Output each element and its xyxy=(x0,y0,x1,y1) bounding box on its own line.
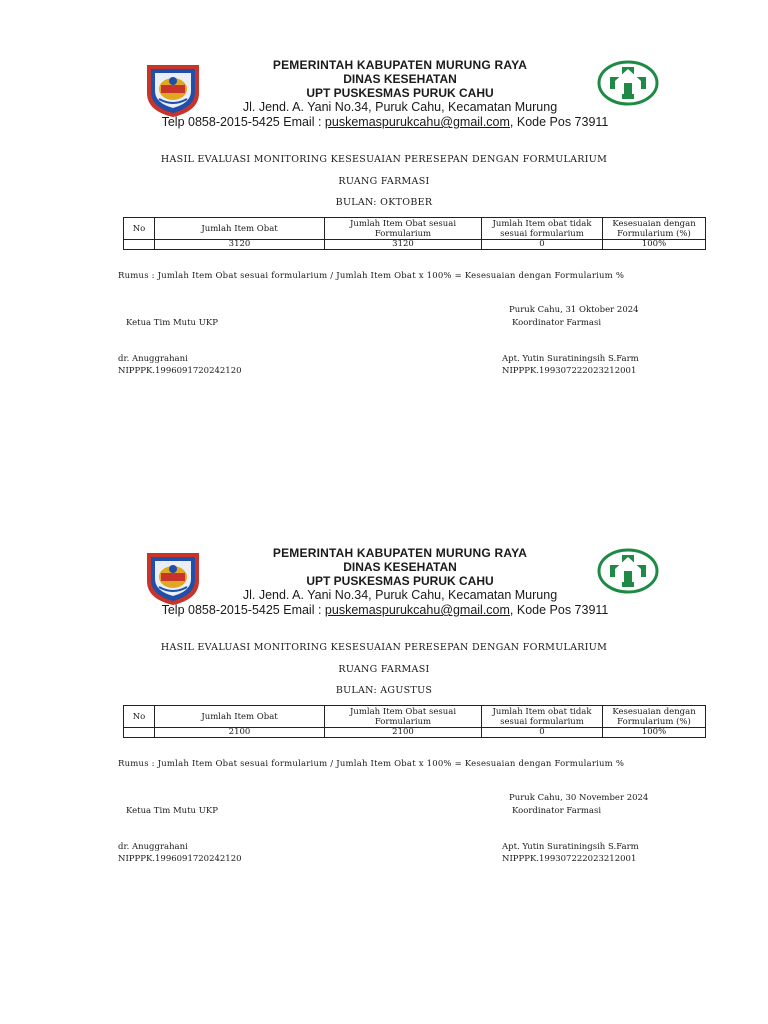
letterhead-institution: UPT PUSKESMAS PURUK CAHU xyxy=(306,86,494,100)
col-compliance-percent: Kesesuaian dengan Formularium (%) xyxy=(603,218,706,240)
right-signer-role: Koordinator Farmasi xyxy=(512,318,602,328)
formula-note: Rumus : Jumlah Item Obat sesuai formularium / Jumlah Item Obat x 100% = Kesesuaian dengan Formularium % xyxy=(118,271,625,281)
report-agustus xyxy=(0,488,768,976)
table-header-row xyxy=(124,706,706,728)
right-signer-nip: NIPPPK.199307222023212001 xyxy=(502,366,637,376)
letterhead-email-link[interactable]: puskemaspurukcahu@gmail.com xyxy=(324,115,510,129)
cell-no xyxy=(124,728,155,738)
letterhead-postal: , Kode Pos 73911 xyxy=(509,115,609,129)
report-month: BULAN: AGUSTUS xyxy=(335,685,433,696)
cell-noncompliant-items: 0 xyxy=(482,240,603,250)
right-signer-name: Apt. Yutin Suratiningsih S.Farm xyxy=(502,354,639,364)
right-signature-block xyxy=(502,841,639,865)
letterhead xyxy=(150,58,650,130)
letterhead-email-link[interactable]: puskemaspurukcahu@gmail.com xyxy=(324,603,510,617)
letterhead-department: DINAS KESEHATAN xyxy=(343,560,457,574)
right-signer-name: Apt. Yutin Suratiningsih S.Farm xyxy=(502,842,639,852)
left-signer-role: Ketua Tim Mutu UKP xyxy=(126,318,218,328)
col-no: No xyxy=(124,706,155,728)
table-row xyxy=(124,728,706,738)
right-signer-nip: NIPPPK.199307222023212001 xyxy=(502,854,637,864)
cell-compliance-percent: 100% xyxy=(603,728,706,738)
col-compliant-items: Jumlah Item Obat sesuai Formularium xyxy=(325,706,482,728)
letterhead-postal: , Kode Pos 73911 xyxy=(509,603,609,617)
left-signer-name: dr. Anuggrahani xyxy=(118,354,188,364)
right-signature-block xyxy=(502,353,639,377)
formulary-table xyxy=(123,705,706,738)
report-title: HASIL EVALUASI MONITORING KESESUAIAN PERESEPAN DENGAN FORMULARIUM xyxy=(160,154,608,165)
col-compliance-percent: Kesesuaian dengan Formularium (%) xyxy=(603,706,706,728)
health-ministry-cross-icon xyxy=(597,548,659,594)
letterhead-department: DINAS KESEHATAN xyxy=(343,72,457,86)
col-noncompliant-items: Jumlah Item obat tidak sesuai formularium xyxy=(482,218,603,240)
left-signer-nip: NIPPPK.1996091720242120 xyxy=(118,366,242,376)
cell-compliant-items: 2100 xyxy=(325,728,482,738)
cell-no xyxy=(124,240,155,250)
report-oktober xyxy=(0,0,768,488)
letterhead-government: PEMERINTAH KABUPATEN MURUNG RAYA xyxy=(272,58,528,72)
place-date: Puruk Cahu, 30 November 2024 xyxy=(509,793,649,803)
cell-total-items: 2100 xyxy=(155,728,325,738)
formula-note: Rumus : Jumlah Item Obat sesuai formularium / Jumlah Item Obat x 100% = Kesesuaian dengan Formularium % xyxy=(118,759,625,769)
left-signer-name: dr. Anuggrahani xyxy=(118,842,188,852)
col-total-items: Jumlah Item Obat xyxy=(155,706,325,728)
letterhead-phone: Telp 0858-2015-5425 Email : xyxy=(161,603,325,617)
left-signer-role: Ketua Tim Mutu UKP xyxy=(126,806,218,816)
letterhead-contact xyxy=(120,603,650,618)
col-no: No xyxy=(124,218,155,240)
table-row xyxy=(124,240,706,250)
left-signature-block xyxy=(118,841,242,865)
letterhead-phone: Telp 0858-2015-5425 Email : xyxy=(161,115,325,129)
place-date: Puruk Cahu, 31 Oktober 2024 xyxy=(509,305,639,315)
letterhead xyxy=(150,546,650,618)
formulary-table xyxy=(123,217,706,250)
health-ministry-cross-icon xyxy=(597,60,659,106)
letterhead-address: Jl. Jend. A. Yani No.34, Puruk Cahu, Kecamatan Murung xyxy=(242,100,558,114)
cell-compliant-items: 3120 xyxy=(325,240,482,250)
letterhead-government: PEMERINTAH KABUPATEN MURUNG RAYA xyxy=(272,546,528,560)
report-title: HASIL EVALUASI MONITORING KESESUAIAN PERESEPAN DENGAN FORMULARIUM xyxy=(160,642,608,653)
report-month: BULAN: OKTOBER xyxy=(335,197,433,208)
col-total-items: Jumlah Item Obat xyxy=(155,218,325,240)
cell-compliance-percent: 100% xyxy=(603,240,706,250)
letterhead-address: Jl. Jend. A. Yani No.34, Puruk Cahu, Kecamatan Murung xyxy=(242,588,558,602)
cell-noncompliant-items: 0 xyxy=(482,728,603,738)
table-header-row xyxy=(124,218,706,240)
cell-total-items: 3120 xyxy=(155,240,325,250)
col-noncompliant-items: Jumlah Item obat tidak sesuai formularium xyxy=(482,706,603,728)
right-signer-role: Koordinator Farmasi xyxy=(512,806,602,816)
report-unit: RUANG FARMASI xyxy=(338,176,430,187)
left-signer-nip: NIPPPK.1996091720242120 xyxy=(118,854,242,864)
report-unit: RUANG FARMASI xyxy=(338,664,430,675)
col-compliant-items: Jumlah Item Obat sesuai Formularium xyxy=(325,218,482,240)
letterhead-contact xyxy=(120,115,650,130)
letterhead-institution: UPT PUSKESMAS PURUK CAHU xyxy=(306,574,494,588)
left-signature-block xyxy=(118,353,242,377)
